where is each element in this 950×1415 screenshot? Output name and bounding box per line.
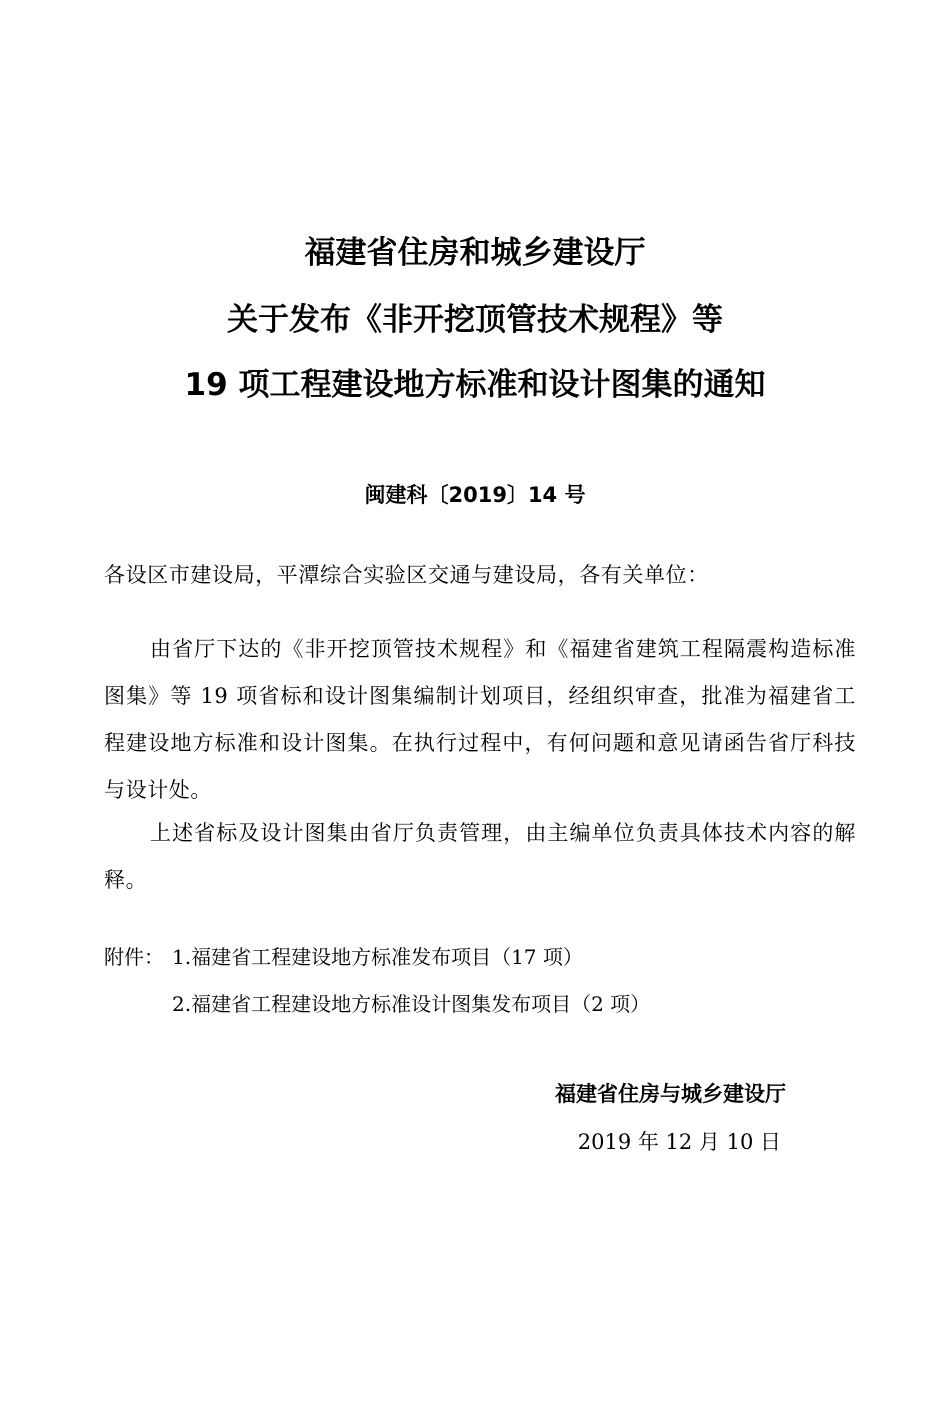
attachment-item-1: 1.福建省工程建设地方标准发布项目（17 项） [172,945,583,969]
issue-date: 2019 年 12 月 10 日 [577,1130,781,1154]
title-line-3: 19 项工程建设地方标准和设计图集的通知 [184,367,766,403]
title-line-2: 关于发布《非开挖顶管技术规程》等 [227,302,723,338]
paragraph-1: 由省厅下达的《非开挖顶管技术规程》和《福建省建筑工程隔震构造标准图集》等 19 项省标和设计图集编制计划项目，经组织审查，批准为福建省工程建设地方标准和设计图集。在执行过程中，有何问题和意见请函告省厅科技与设计处。 [104,637,856,802]
attachment-row-2 [104,981,650,1028]
paragraph-2: 上述省标及设计图集由省厅负责管理，由主编单位负责具体技术内容的解释。 [104,821,856,892]
signature-issuer: 福建省住房与城乡建设厅 [555,1082,786,1106]
attachments [104,934,650,1028]
attachment-row-1 [104,934,650,981]
attachment-item-2: 2.福建省工程建设地方标准设计图集发布项目（2 项） [172,992,651,1016]
salutation: 各设区市建设局，平潭综合实验区交通与建设局，各有关单位： [104,563,709,587]
document-number: 闽建科〔2019〕14 号 [364,483,586,507]
attachments-label: 附件： [104,945,164,969]
title-line-1: 福建省住房和城乡建设厅 [304,235,646,271]
